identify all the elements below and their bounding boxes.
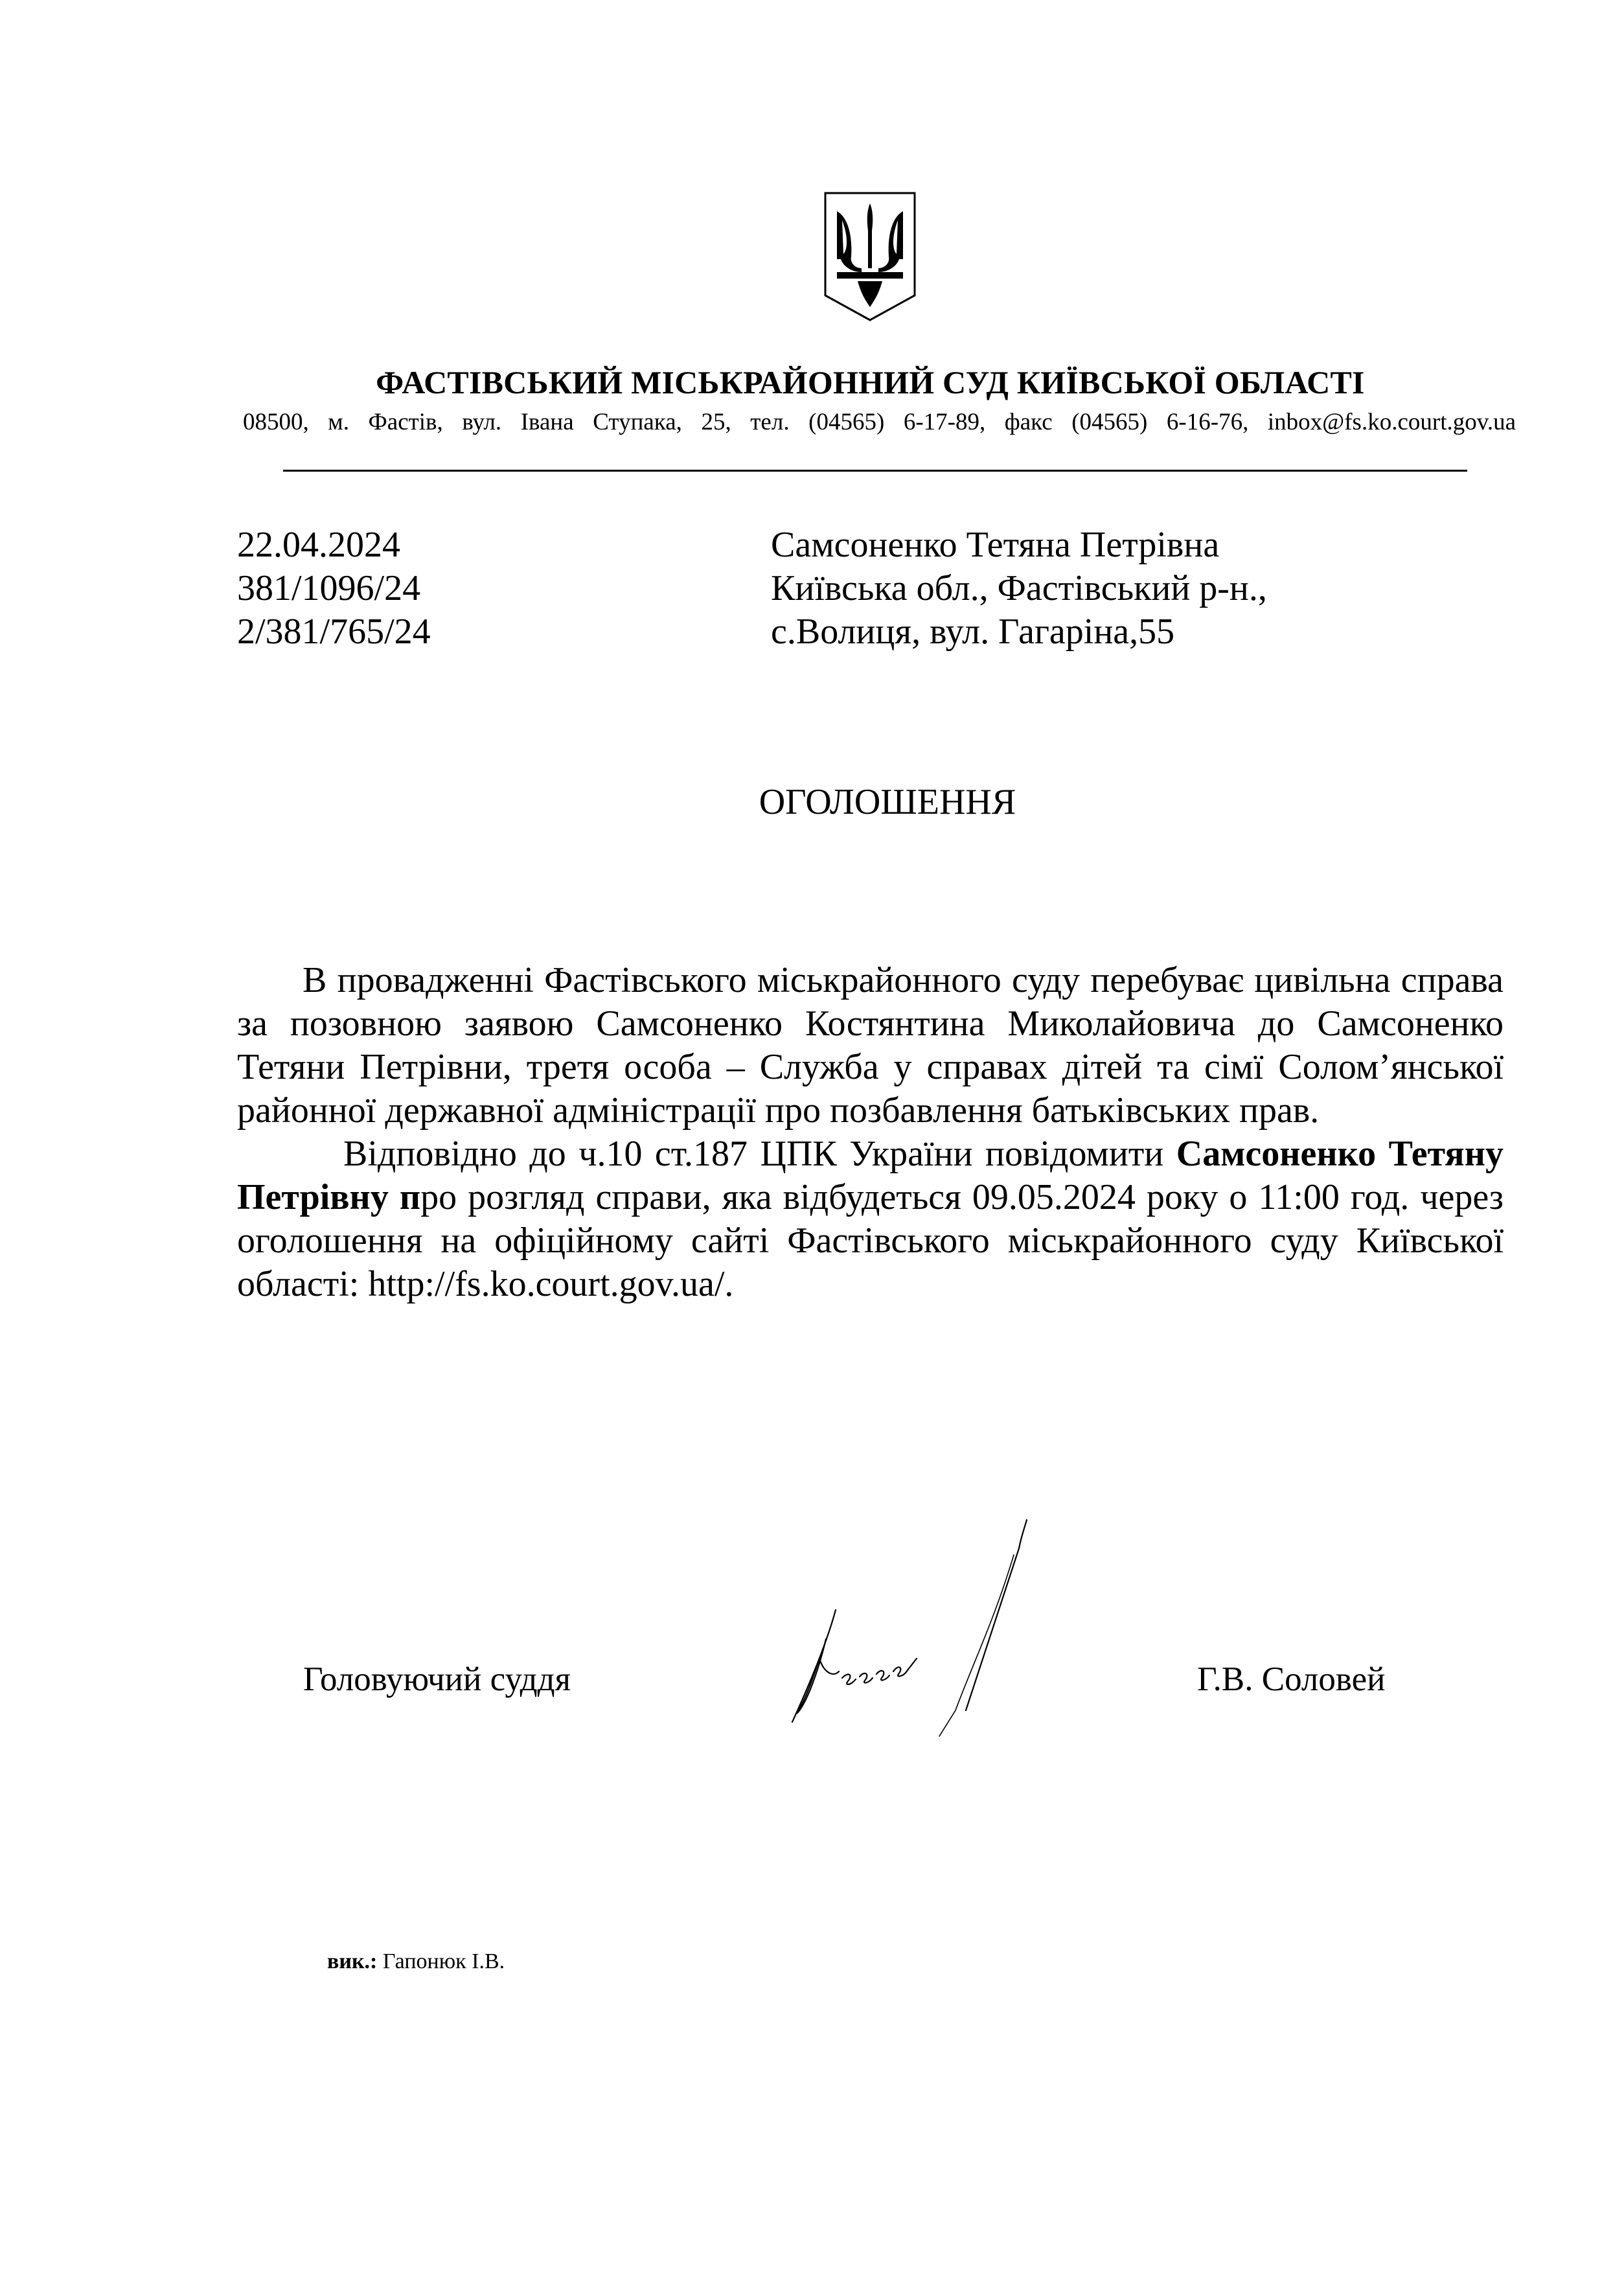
notice-title: ОГОЛОШЕННЯ — [759, 782, 1016, 822]
notice-paragraph-1: В провадженні Фастівського міськрайонного суду перебуває цивільна справа за позовною заявою Самсоненко Костянтина Миколайовича до Самсоненко Тетяни Петрівни, третя особа – Служба у справах дітей та сімї Солом’янської районної державної адміністрації про позбавлення батьківських прав. — [237, 960, 1504, 1131]
handwritten-signature-icon — [709, 1516, 1033, 1749]
reference-block — [237, 523, 431, 654]
paragraph-2-rest: ро розгляд справи, яка відбудеться 09.05.2024 року о 11:00 год. через оголошення на офіційному сайті Фастівського міськрайонного суду Київської області: http://fs.ko.court.gov.ua/. — [237, 1177, 1504, 1304]
signatory-name: Г.В. Соловей — [1197, 1660, 1386, 1698]
notice-body — [237, 959, 1504, 1306]
court-contacts: 08500, м. Фастів, вул. Івана Ступака, 25, тел. (04565) 6-17-89, факс (04565) 6-16-76, inbox@fs.ko.court.gov.ua — [243, 409, 1516, 435]
signatory-role: Головуючий суддя — [303, 1660, 571, 1698]
executor-name: Гапонюк І.В. — [382, 1949, 505, 1973]
header-divider — [283, 470, 1467, 472]
case-number: 2/381/765/24 — [237, 612, 431, 652]
defendant-name-bold: Самсоненко Тетяну Петрівну п — [237, 1134, 1504, 1217]
court-name: ФАСТІВСЬКИЙ МІСЬКРАЙОННИЙ СУД КИЇВСЬКОЇ ОБЛАСТІ — [376, 364, 1365, 400]
addressee-name: Самсоненко Тетяна Петрівна — [771, 525, 1220, 565]
addressee-block — [771, 523, 1267, 654]
executor-label: вик.: — [327, 1949, 378, 1973]
notice-paragraph-2 — [237, 1132, 1504, 1306]
executor-line — [327, 1949, 505, 1975]
outgoing-number: 381/1096/24 — [237, 568, 421, 608]
addressee-street: с.Волиця, вул. Гагаріна,55 — [771, 612, 1175, 652]
coat-of-arms-icon — [824, 192, 916, 321]
document-date: 22.04.2024 — [237, 525, 400, 565]
paragraph-2-intro: Відповідно до ч.10 ст.187 ЦПК України повідомити — [343, 1134, 1176, 1174]
addressee-region: Київська обл., Фастівський р-н., — [771, 568, 1267, 608]
